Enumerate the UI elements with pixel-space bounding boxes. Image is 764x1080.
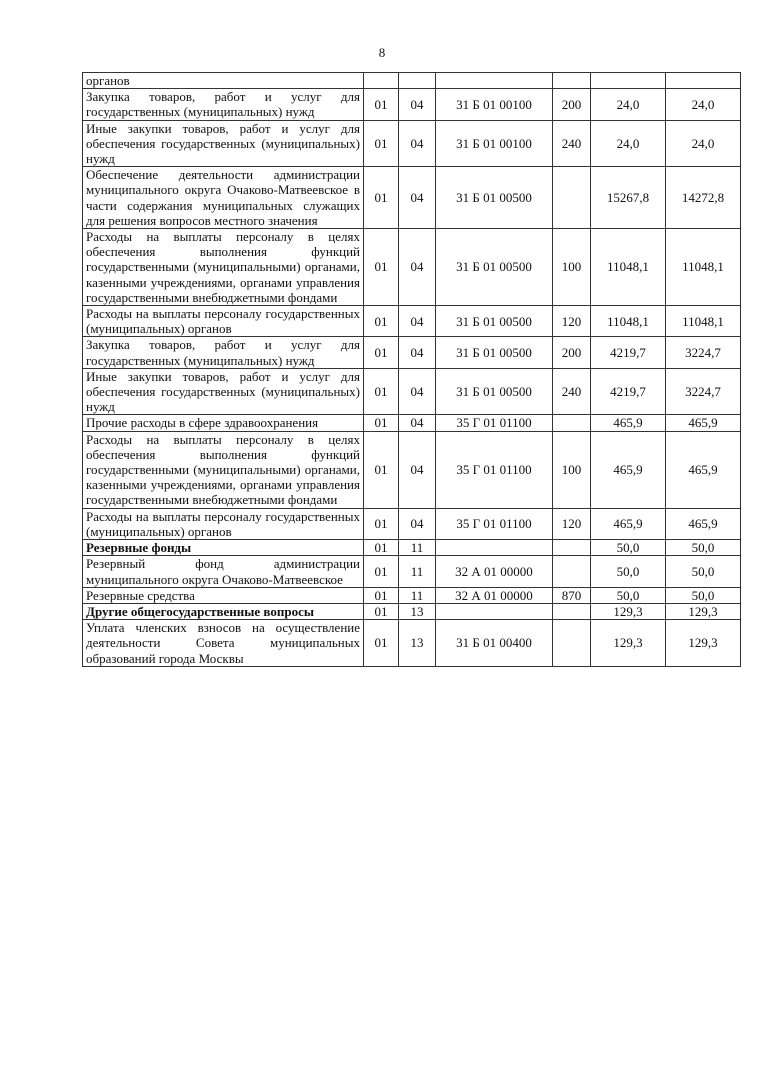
table-row bbox=[83, 306, 741, 337]
row-amount-1-cell: 11048,1 bbox=[591, 229, 666, 306]
row-name-cell: Закупка товаров, работ и услуг для государственных (муниципальных) нужд bbox=[83, 89, 364, 120]
row-subsection-cell: 11 bbox=[399, 587, 436, 603]
table-row bbox=[83, 229, 741, 306]
table-row bbox=[83, 603, 741, 619]
row-subsection-cell: 04 bbox=[399, 368, 436, 415]
row-amount-2-cell: 3224,7 bbox=[666, 337, 741, 368]
row-name-cell: Закупка товаров, работ и услуг для государственных (муниципальных) нужд bbox=[83, 337, 364, 368]
row-amount-1-cell: 11048,1 bbox=[591, 306, 666, 337]
row-target-article-cell: 31 Б 01 00100 bbox=[436, 89, 553, 120]
row-amount-2-cell bbox=[666, 73, 741, 89]
row-target-article-cell: 35 Г 01 01100 bbox=[436, 431, 553, 508]
row-expense-type-cell: 120 bbox=[553, 508, 591, 539]
row-name-cell: Расходы на выплаты персоналу в целях обеспечения выполнения функций государственными (муниципальными) органами, казенными учреждениями, органами управления государственными внебюджетными фондами bbox=[83, 431, 364, 508]
row-target-article-cell: 31 Б 01 00500 bbox=[436, 337, 553, 368]
row-name-cell: Иные закупки товаров, работ и услуг для обеспечения государственных (муниципальных) нужд bbox=[83, 368, 364, 415]
row-name-cell: Иные закупки товаров, работ и услуг для обеспечения государственных (муниципальных) нужд bbox=[83, 120, 364, 167]
row-section-cell: 01 bbox=[364, 431, 399, 508]
row-amount-2-cell: 24,0 bbox=[666, 89, 741, 120]
row-target-article-cell: 31 Б 01 00500 bbox=[436, 167, 553, 229]
table-row bbox=[83, 540, 741, 556]
row-amount-1-cell: 4219,7 bbox=[591, 368, 666, 415]
row-subsection-cell: 11 bbox=[399, 556, 436, 587]
table-row bbox=[83, 415, 741, 431]
row-section-cell: 01 bbox=[364, 540, 399, 556]
row-name-cell: органов bbox=[83, 73, 364, 89]
row-target-article-cell bbox=[436, 73, 553, 89]
row-amount-1-cell bbox=[591, 73, 666, 89]
row-amount-1-cell: 24,0 bbox=[591, 120, 666, 167]
row-section-cell: 01 bbox=[364, 229, 399, 306]
row-target-article-cell: 31 Б 01 00500 bbox=[436, 368, 553, 415]
row-section-cell: 01 bbox=[364, 120, 399, 167]
budget-table bbox=[82, 72, 741, 667]
table-row bbox=[83, 73, 741, 89]
row-expense-type-cell: 240 bbox=[553, 368, 591, 415]
row-section-cell: 01 bbox=[364, 415, 399, 431]
row-name-cell: Расходы на выплаты персоналу государственных (муниципальных) органов bbox=[83, 508, 364, 539]
row-section-cell: 01 bbox=[364, 620, 399, 667]
row-name-cell: Расходы на выплаты персоналу государственных (муниципальных) органов bbox=[83, 306, 364, 337]
row-target-article-cell: 31 Б 01 00500 bbox=[436, 229, 553, 306]
row-expense-type-cell bbox=[553, 167, 591, 229]
row-amount-2-cell: 465,9 bbox=[666, 431, 741, 508]
row-subsection-cell: 04 bbox=[399, 120, 436, 167]
row-amount-1-cell: 50,0 bbox=[591, 540, 666, 556]
row-subsection-cell: 04 bbox=[399, 306, 436, 337]
table-row bbox=[83, 120, 741, 167]
row-expense-type-cell bbox=[553, 73, 591, 89]
row-subsection-cell: 04 bbox=[399, 415, 436, 431]
row-amount-1-cell: 50,0 bbox=[591, 587, 666, 603]
table-row bbox=[83, 508, 741, 539]
row-target-article-cell: 31 Б 01 00400 bbox=[436, 620, 553, 667]
table-row bbox=[83, 431, 741, 508]
row-subsection-cell: 04 bbox=[399, 89, 436, 120]
row-section-cell: 01 bbox=[364, 368, 399, 415]
row-amount-2-cell: 11048,1 bbox=[666, 229, 741, 306]
row-target-article-cell: 32 А 01 00000 bbox=[436, 587, 553, 603]
row-name-cell: Резервные фонды bbox=[83, 540, 364, 556]
row-target-article-cell bbox=[436, 540, 553, 556]
table-row bbox=[83, 368, 741, 415]
row-expense-type-cell: 240 bbox=[553, 120, 591, 167]
row-subsection-cell: 04 bbox=[399, 167, 436, 229]
row-amount-1-cell: 129,3 bbox=[591, 620, 666, 667]
row-expense-type-cell bbox=[553, 540, 591, 556]
row-amount-2-cell: 11048,1 bbox=[666, 306, 741, 337]
table-row bbox=[83, 620, 741, 667]
table-row bbox=[83, 167, 741, 229]
row-amount-2-cell: 465,9 bbox=[666, 508, 741, 539]
row-section-cell: 01 bbox=[364, 89, 399, 120]
row-section-cell: 01 bbox=[364, 603, 399, 619]
row-section-cell: 01 bbox=[364, 587, 399, 603]
row-target-article-cell: 32 А 01 00000 bbox=[436, 556, 553, 587]
row-expense-type-cell bbox=[553, 620, 591, 667]
row-name-cell: Прочие расходы в сфере здравоохранения bbox=[83, 415, 364, 431]
row-expense-type-cell: 200 bbox=[553, 337, 591, 368]
row-name-cell: Расходы на выплаты персоналу в целях обеспечения выполнения функций государственными (муниципальными) органами, казенными учреждениями, органами управления государственными внебюджетными фондами bbox=[83, 229, 364, 306]
row-subsection-cell: 13 bbox=[399, 603, 436, 619]
row-target-article-cell: 35 Г 01 01100 bbox=[436, 415, 553, 431]
row-target-article-cell: 31 Б 01 00100 bbox=[436, 120, 553, 167]
row-amount-2-cell: 3224,7 bbox=[666, 368, 741, 415]
row-section-cell: 01 bbox=[364, 556, 399, 587]
row-target-article-cell bbox=[436, 603, 553, 619]
table-row bbox=[83, 337, 741, 368]
row-target-article-cell: 35 Г 01 01100 bbox=[436, 508, 553, 539]
table-row bbox=[83, 89, 741, 120]
row-expense-type-cell: 120 bbox=[553, 306, 591, 337]
row-amount-2-cell: 50,0 bbox=[666, 587, 741, 603]
row-amount-1-cell: 465,9 bbox=[591, 508, 666, 539]
row-amount-2-cell: 24,0 bbox=[666, 120, 741, 167]
row-amount-2-cell: 50,0 bbox=[666, 540, 741, 556]
row-expense-type-cell bbox=[553, 603, 591, 619]
row-subsection-cell bbox=[399, 73, 436, 89]
row-amount-1-cell: 15267,8 bbox=[591, 167, 666, 229]
row-subsection-cell: 04 bbox=[399, 337, 436, 368]
row-name-cell: Другие общегосударственные вопросы bbox=[83, 603, 364, 619]
row-subsection-cell: 11 bbox=[399, 540, 436, 556]
row-subsection-cell: 13 bbox=[399, 620, 436, 667]
budget-table-body bbox=[83, 73, 741, 667]
row-subsection-cell: 04 bbox=[399, 229, 436, 306]
row-amount-1-cell: 465,9 bbox=[591, 431, 666, 508]
row-target-article-cell: 31 Б 01 00500 bbox=[436, 306, 553, 337]
row-amount-2-cell: 129,3 bbox=[666, 620, 741, 667]
row-amount-1-cell: 129,3 bbox=[591, 603, 666, 619]
row-section-cell: 01 bbox=[364, 337, 399, 368]
row-section-cell: 01 bbox=[364, 167, 399, 229]
row-subsection-cell: 04 bbox=[399, 431, 436, 508]
row-amount-2-cell: 14272,8 bbox=[666, 167, 741, 229]
row-amount-1-cell: 50,0 bbox=[591, 556, 666, 587]
row-name-cell: Обеспечение деятельности администрации муниципального округа Очаково-Матвеевское в части содержания муниципальных служащих для решения вопросов местного значения bbox=[83, 167, 364, 229]
row-amount-1-cell: 465,9 bbox=[591, 415, 666, 431]
row-amount-2-cell: 129,3 bbox=[666, 603, 741, 619]
row-expense-type-cell: 870 bbox=[553, 587, 591, 603]
row-name-cell: Резервный фонд администрации муниципального округа Очаково-Матвеевское bbox=[83, 556, 364, 587]
row-expense-type-cell bbox=[553, 415, 591, 431]
row-subsection-cell: 04 bbox=[399, 508, 436, 539]
row-expense-type-cell bbox=[553, 556, 591, 587]
row-amount-2-cell: 465,9 bbox=[666, 415, 741, 431]
table-row bbox=[83, 587, 741, 603]
row-amount-2-cell: 50,0 bbox=[666, 556, 741, 587]
row-amount-1-cell: 4219,7 bbox=[591, 337, 666, 368]
row-section-cell bbox=[364, 73, 399, 89]
row-expense-type-cell: 200 bbox=[553, 89, 591, 120]
row-section-cell: 01 bbox=[364, 306, 399, 337]
row-expense-type-cell: 100 bbox=[553, 431, 591, 508]
table-row bbox=[83, 556, 741, 587]
row-section-cell: 01 bbox=[364, 508, 399, 539]
page-number: 8 bbox=[378, 45, 386, 60]
row-name-cell: Резервные средства bbox=[83, 587, 364, 603]
row-expense-type-cell: 100 bbox=[553, 229, 591, 306]
row-amount-1-cell: 24,0 bbox=[591, 89, 666, 120]
row-name-cell: Уплата членских взносов на осуществление деятельности Совета муниципальных образований города Москвы bbox=[83, 620, 364, 667]
